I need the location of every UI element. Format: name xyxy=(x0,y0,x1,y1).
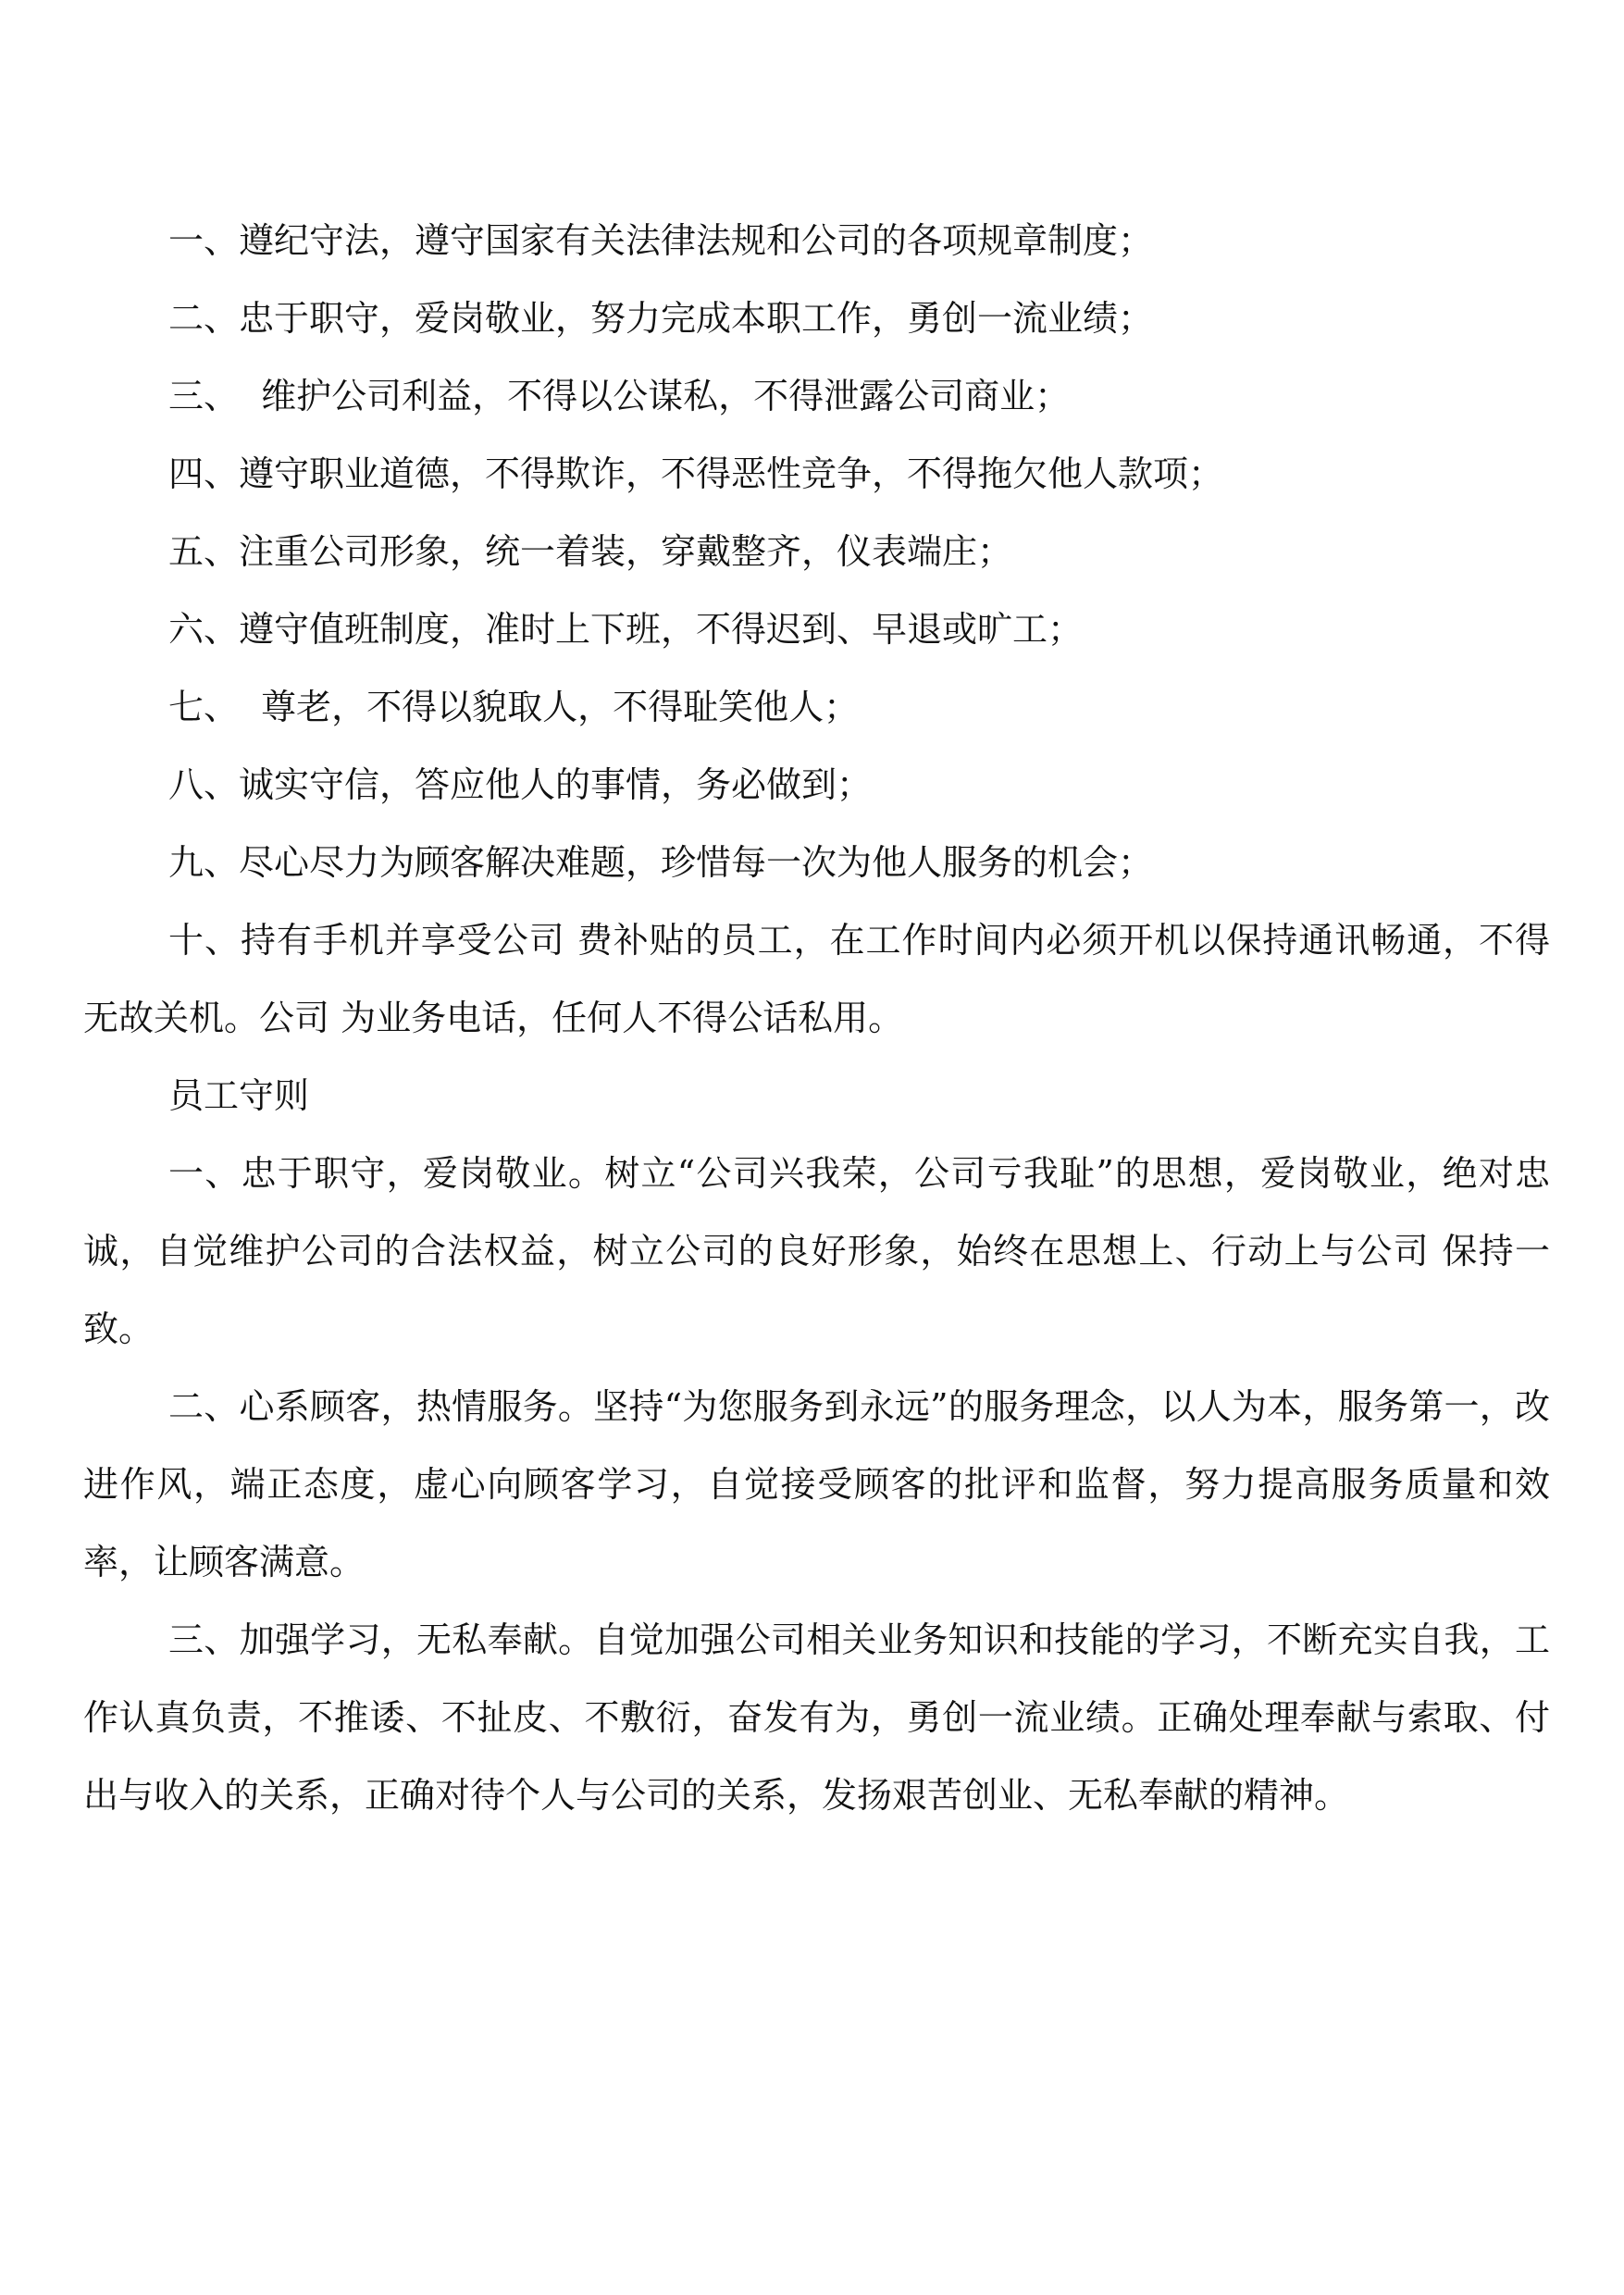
rule-2: 二、忠于职守，爱岗敬业，努力完成本职工作，勇创一流业绩； xyxy=(168,298,1154,339)
rule-9: 九、尽心尽力为顾客解决难题，珍惜每一次为他人服务的机会； xyxy=(168,842,1154,883)
rule-10: 十、持有手机并享受公司 费补贴的员工，在工作时间内必须开机以保持通讯畅通，不得无故关机。公司 为业务电话，任何人不得公话私用。 xyxy=(83,920,1550,1038)
rule-8: 八、诚实守信，答应他人的事情，务必做到； xyxy=(168,764,873,805)
rule-7: 七、 尊老，不得以貌取人，不得耻笑他人； xyxy=(168,687,860,727)
rule-6: 六、遵守值班制度，准时上下班，不得迟到、早退或旷工； xyxy=(168,609,1084,650)
section-title: 员工守则 xyxy=(168,1075,310,1116)
document-body xyxy=(83,202,1550,1834)
rule-5: 五、注重公司形象，统一着装，穿戴整齐，仪表端庄； xyxy=(168,531,1013,572)
guideline-3: 三、加强学习，无私奉献。自觉加强公司相关业务知识和技能的学习，不断充实自我，工作认真负责，不推诿、不扯皮、不敷衍，奋发有为，勇创一流业绩。正确处理奉献与索取、付出与收入的关系，正确对待个人与公司的关系，发扬艰苦创业、无私奉献的精神。 xyxy=(83,1619,1550,1816)
guideline-1: 一、忠于职守，爱岗敬业。树立“公司兴我荣，公司亏我耻”的思想，爱岗敬业，绝对忠诚，自觉维护公司的合法权益，树立公司的良好形象，始终在思想上、行动上与公司 保持一致。 xyxy=(83,1153,1550,1349)
rule-4: 四、遵守职业道德，不得欺诈，不得恶性竞争，不得拖欠他人款项； xyxy=(168,453,1224,494)
rule-1: 一、遵纪守法，遵守国家有关法律法规和公司的各项规章制度； xyxy=(168,220,1154,261)
rule-3: 三、 维护公司利益，不得以公谋私，不得泄露公司商业； xyxy=(168,376,1071,416)
guideline-2: 二、心系顾客，热情服务。坚持“为您服务到永远”的服务理念，以人为本，服务第一，改进作风，端正态度，虚心向顾客学习，自觉接受顾客的批评和监督，努力提高服务质量和效率，让顾客满意。 xyxy=(83,1386,1550,1582)
